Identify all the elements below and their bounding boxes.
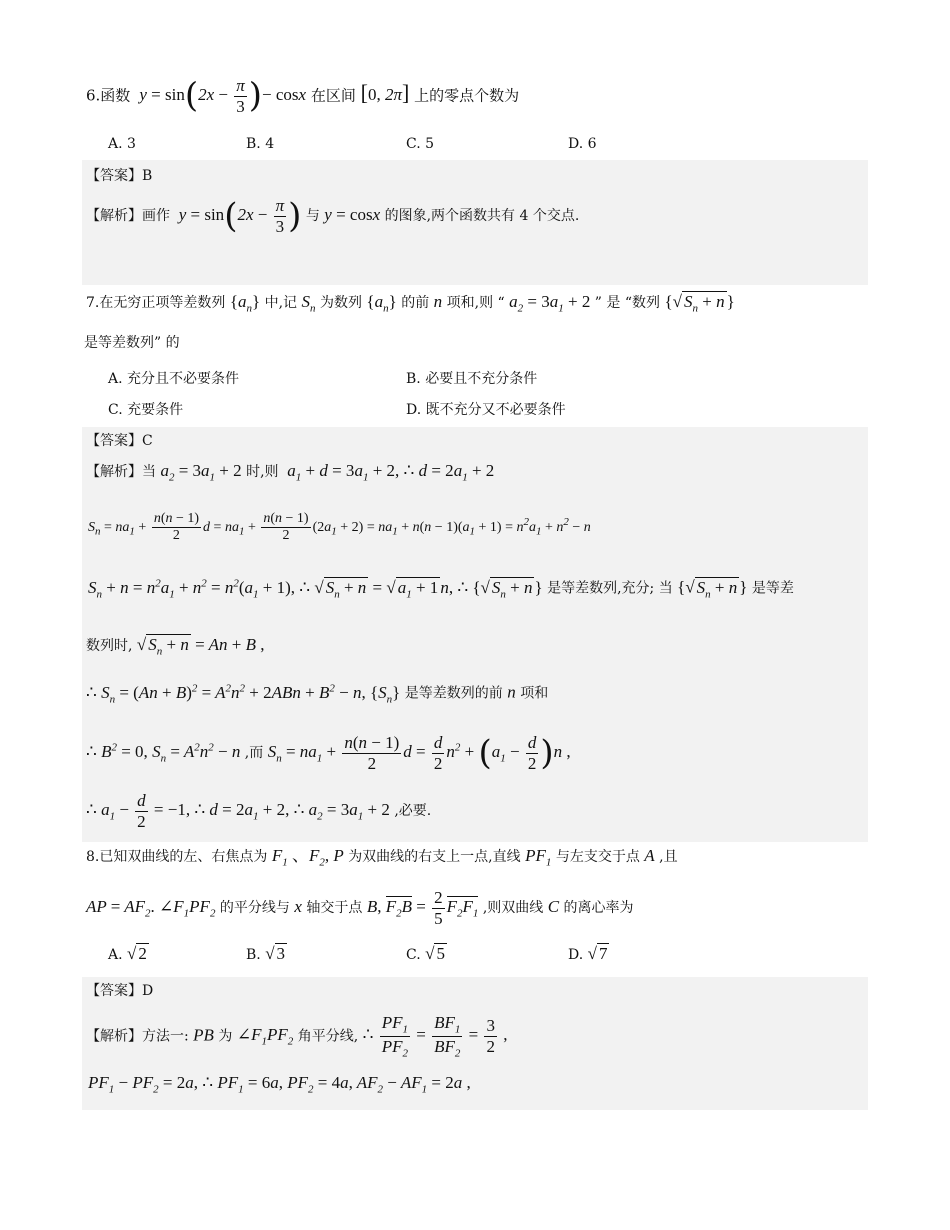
q8-option-b: B. √ 3 bbox=[246, 944, 286, 963]
q7-analysis-line7: ∴ $a_1$ − $\frac{d}{2}$ = −1, ∴ $d = 2a_1 + 2$, ∴ $a_2 = 3a_1 + 2$ ,必要. bbox=[86, 791, 432, 831]
q6-analysis: 【解析】画作 y = sin(2x − $\frac{\pi}{3}$ ) 与 y = cosx 的图象,两个函数共有 4 个交点. bbox=[86, 196, 580, 237]
q6-option-c: C. 5 bbox=[406, 136, 435, 152]
q7-stem-line2: 是等差数列” 的 bbox=[84, 335, 180, 351]
q8-stem-line1: 8.已知双曲线的左、右焦点为 $F_1$ 、$F_2$, P 为双曲线的右支上一点,直线 $PF_1$ 与左支交于点 A ,且 bbox=[86, 846, 678, 869]
q7-option-a: A. 充分且不必要条件 bbox=[108, 371, 240, 387]
q8-option-a: A. √ 2 bbox=[108, 944, 147, 963]
q8-answer: 【答案】D bbox=[86, 983, 154, 999]
q6-solution-box bbox=[82, 160, 868, 285]
q7-analysis-line1: 【解析】当 $a_2 = 3a_1 + 2$ 时,则 $a_1 + d = 3a_1 + 2$, ∴ $d = 2a_1 + 2$ bbox=[86, 461, 495, 484]
q6-option-d: D. 6 bbox=[568, 136, 597, 152]
q8-solution-box bbox=[82, 977, 868, 1110]
q8-analysis-line1: 【解析】方法一: PB 为 $\angle F_1PF_2$ 角平分线, ∴ $\frac{PF_1}{PF_2}$ = $\frac{BF_1}{BF_2}$ = $\frac{3}{2}$ , bbox=[86, 1013, 508, 1060]
q7-analysis-line3: $S_n + n = n^2a_1 + n^2 = n^2(a_1 + 1)$, ∴ √ $S_n + n$ = √ $a_1 + 1$ n, ∴ {√ $S_n + n$ } 是等差数列,充分; 当 {√ $S_n + n$ } 是等差 bbox=[88, 577, 794, 601]
q7-solution-box bbox=[82, 427, 868, 842]
q8-analysis-line2: $PF_1 - PF_2 = 2a$, ∴ $PF_1 = 6a$, $PF_2 = 4a$, $AF_2 - AF_1 = 2a$ , bbox=[88, 1073, 471, 1096]
q6-answer: 【答案】B bbox=[86, 168, 153, 184]
q6-option-a: A. 3 bbox=[108, 136, 136, 152]
q7-option-d: D. 既不充分又不必要条件 bbox=[406, 402, 566, 418]
q7-answer: 【答案】C bbox=[86, 433, 153, 449]
q8-stem-line2: AP = $AF_2$. $\angle F_1PF_2$ 的平分线与 x 轴交于点 B, $F_2B$ = $\frac{2}{5}$ $F_2F_1$ ,则双曲线 C 的离心率为 bbox=[86, 888, 634, 928]
q7-option-c: C. 充要条件 bbox=[108, 402, 184, 418]
q7-option-b: B. 必要且不充分条件 bbox=[406, 371, 538, 387]
q7-analysis-line2: $S_n = na_1$ + $\frac{n(n - 1)}{2}$ $d = na_1$ + $\frac{n(n - 1)}{2}$ $(2a_1 + 2) = na_1 + n(n - 1)(a_1 + 1) = n^2a_1 + n^2 - n$ bbox=[88, 511, 591, 544]
q7-stem-line1: 7.在无穷正项等差数列 $\{a_n\}$ 中,记 $S_n$ 为数列 $\{a_n\}$ 的前 n 项和,则 “ $a_2 = 3a_1 + 2$ ” 是 “数列 {√ $S_n + n$ } bbox=[86, 292, 735, 315]
q8-option-d: D. √ 7 bbox=[568, 944, 608, 963]
q7-analysis-line4: 数列时, √ $S_n + n = An + B$ , bbox=[86, 635, 265, 658]
q7-analysis-line6: ∴ $B^2 = 0$, $S_n = A^2n^2 - n$ ,而 $S_n = na_1$ + $\frac{n(n - 1)}{2}$ d = $\frac{d}{2}$ $n^2 + (a_1$ − $\frac{d}{2}$ )n , bbox=[86, 733, 571, 774]
q8-option-c: C. √ 5 bbox=[406, 944, 445, 963]
q6-option-b: B. 4 bbox=[246, 136, 275, 152]
q6-stem: 6.函数 y = sin(2x − $\frac{\pi}{3}$ )− cosx 在区间 [0, 2π] 上的零点个数为 bbox=[86, 76, 520, 116]
q7-analysis-line5: ∴ $S_n = (An + B)^2 = A^2n^2 + 2ABn + B^2 - n$, $\{S_n\}$ 是等差数列的前 n 项和 bbox=[86, 682, 549, 706]
q6-interval: [0, 2π] bbox=[360, 80, 410, 106]
q6-function-formula: y = sin(2x − $\frac{\pi}{3}$ )− cosx bbox=[135, 76, 307, 116]
